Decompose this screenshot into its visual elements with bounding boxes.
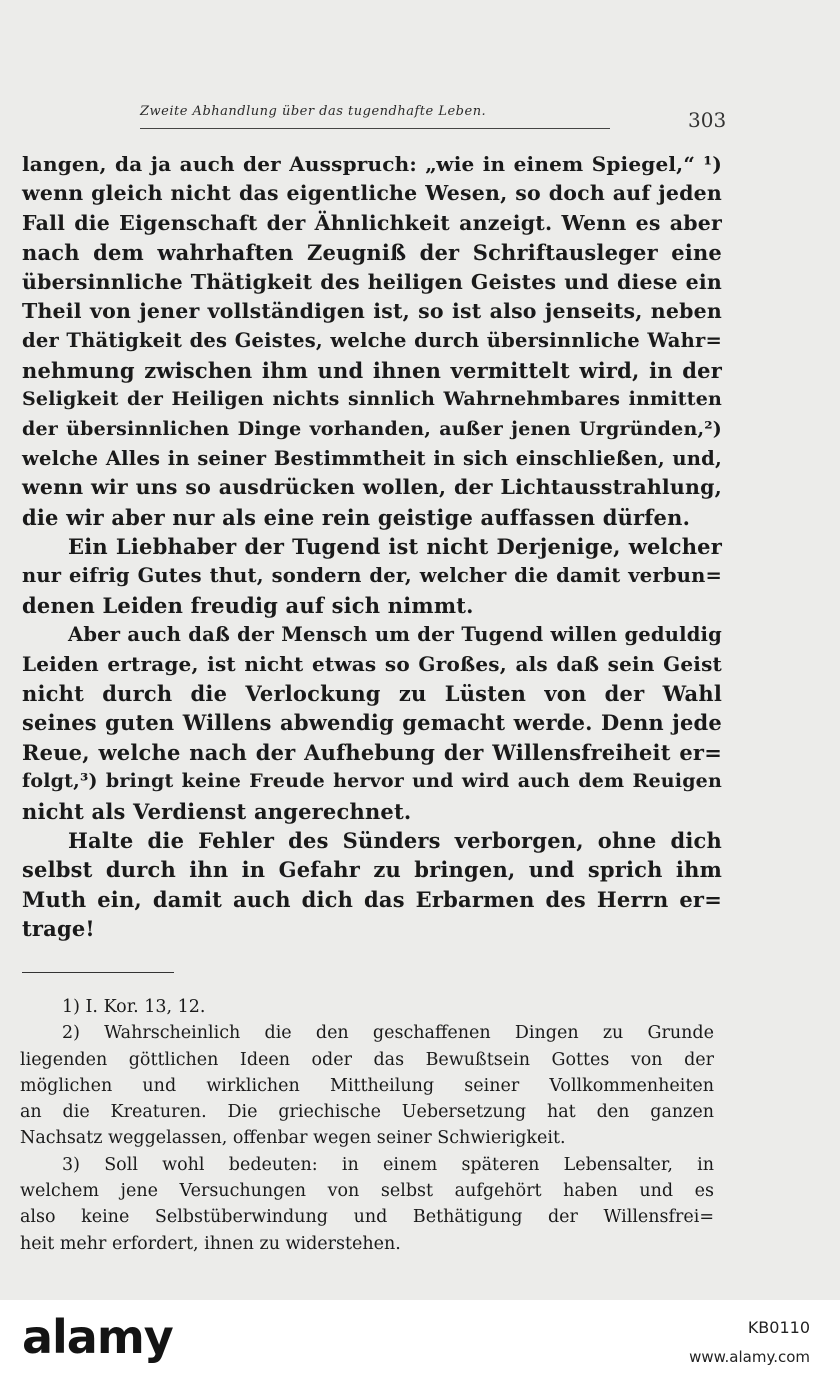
text-line: der übersinnlichen Dinge vorhanden, außer jenen Urgründen,²) [22, 417, 722, 440]
text-line: übersinnliche Thätigkeit des heiligen Geistes und diese ein [22, 269, 722, 294]
brand-logo: alamy [22, 1310, 173, 1364]
footnote-line: 1) I. Kor. 13, 12. [62, 997, 206, 1017]
footer-url: www.alamy.com [689, 1348, 810, 1366]
text-line: Muth ein, damit auch dich das Erbarmen des Herrn er= [22, 886, 722, 912]
page-number: 303 [688, 108, 727, 132]
text-line: wenn wir uns so ausdrücken wollen, der Lichtausstrahlung, [22, 475, 722, 500]
footnote-line: 2) Wahrscheinlich die den geschaffenen Dingen zu Grunde [62, 1023, 714, 1044]
text-line: wenn gleich nicht das eigentliche Wesen, so doch auf jeden [22, 181, 722, 206]
paragraph-start-line: Aber auch daß der Mensch um der Tugend willen geduldig [68, 623, 722, 647]
text-line: trage! [22, 916, 95, 942]
footnote-line: welchem jene Versuchungen von selbst aufgehört haben und es [20, 1181, 714, 1202]
text-line: nicht als Verdienst angerechnet. [22, 798, 412, 824]
text-line: Reue, welche nach der Aufhebung der Willensfreiheit er= [22, 739, 722, 765]
text-line: selbst durch ihn in Gefahr zu bringen, und sprich ihm [22, 857, 722, 883]
text-line: Leiden ertrage, ist nicht etwas so Großes, als daß sein Geist [22, 651, 722, 676]
text-line: langen, da ja auch der Ausspruch: „wie in einem Spiegel,“ ¹) [22, 152, 722, 176]
text-line: Theil von jener vollständigen ist, so ist also jenseits, neben [22, 298, 722, 323]
footnotes [20, 994, 714, 1257]
paragraph-start-line: Halte die Fehler des Sünders verborgen, ohne dich [68, 827, 722, 853]
text-line: nicht durch die Verlockung zu Lüsten von der Wahl [22, 681, 722, 707]
text-line: Seligkeit der Heiligen nichts sinnlich Wahrnehmbares inmitten [22, 388, 722, 411]
text-line: nach dem wahrhaften Zeugniß der Schriftausleger eine [22, 240, 722, 266]
stock-footer [0, 1300, 840, 1390]
body-text [22, 150, 722, 944]
text-line: der Thätigkeit des Geistes, welche durch übersinnliche Wahr= [22, 329, 722, 353]
footnote-line: also keine Selbstüberwindung und Bethätigung der Willensfrei= [20, 1207, 714, 1228]
text-line: seines guten Willens abwendig gemacht werde. Denn jede [22, 710, 722, 736]
footnote-line: heit mehr erfordert, ihnen zu widerstehen. [20, 1233, 401, 1254]
running-head: Zweite Abhandlung über das tugendhafte Leben. [140, 104, 487, 119]
paragraph-start-line: Ein Liebhaber der Tugend ist nicht Derjenige, welcher [68, 534, 722, 560]
header-rule [140, 128, 610, 129]
text-line: welche Alles in seiner Bestimmtheit in sich einschließen, und, [22, 446, 722, 470]
footnote-line: 3) Soll wohl bedeuten: in einem späteren Lebensalter, in [62, 1154, 714, 1175]
footnote-rule [22, 972, 174, 973]
text-line: Fall die Eigenschaft der Ähnlichkeit anzeigt. Wenn es aber [22, 210, 722, 235]
text-line: nur eifrig Gutes thut, sondern der, welcher die damit verbun= [22, 564, 722, 588]
footnote-line: möglichen und wirklichen Mittheilung seiner Vollkommenheiten [20, 1075, 714, 1096]
footnote-line: liegenden göttlichen Ideen oder das Bewußtsein Gottes von der [20, 1049, 714, 1070]
text-line: denen Leiden freudig auf sich nimmt. [22, 592, 474, 618]
image-id: KB0110 [747, 1318, 810, 1337]
text-line: folgt,³) bringt keine Freude hervor und wird auch dem Reuigen [22, 770, 722, 793]
text-line: nehmung zwischen ihm und ihnen vermittelt wird, in der [22, 357, 722, 383]
footnote-line: an die Kreaturen. Die griechische Uebersetzung hat den ganzen [20, 1102, 714, 1123]
footnote-line: Nachsatz weggelassen, offenbar wegen seiner Schwierigkeit. [20, 1128, 566, 1149]
text-line: die wir aber nur als eine rein geistige auffassen dürfen. [22, 504, 691, 530]
